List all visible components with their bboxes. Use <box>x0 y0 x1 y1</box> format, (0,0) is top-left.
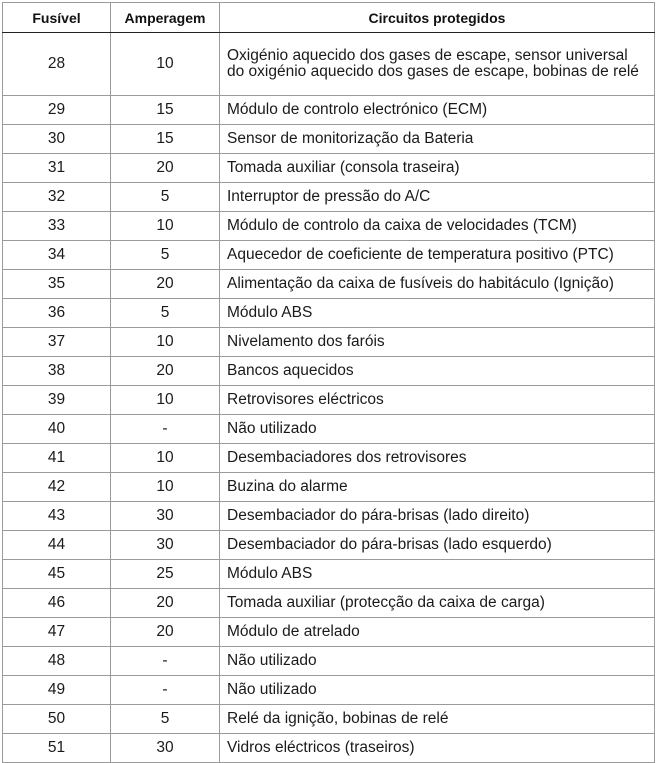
fuse-number-cell: 39 <box>3 386 111 415</box>
circuit-description-cell: Módulo ABS <box>220 299 655 328</box>
amperage-cell: 15 <box>111 96 220 125</box>
amperage-cell: 20 <box>111 589 220 618</box>
table-row <box>3 473 655 502</box>
fuse-number-cell: 40 <box>3 415 111 444</box>
circuit-description-cell: Nivelamento dos faróis <box>220 328 655 357</box>
table-header-row <box>3 3 655 33</box>
table-row <box>3 357 655 386</box>
header-fuse: Fusível <box>3 3 111 33</box>
amperage-cell: - <box>111 415 220 444</box>
fuse-number-cell: 34 <box>3 241 111 270</box>
circuit-description-cell: Tomada auxiliar (protecção da caixa de carga) <box>220 589 655 618</box>
amperage-cell: 20 <box>111 618 220 647</box>
table-row <box>3 154 655 183</box>
circuit-description-cell: Sensor de monitorização da Bateria <box>220 125 655 154</box>
circuit-description-cell: Desembaciador do pára-brisas (lado direito) <box>220 502 655 531</box>
amperage-cell: 5 <box>111 705 220 734</box>
header-amperage: Amperagem <box>111 3 220 33</box>
table-row <box>3 96 655 125</box>
table-row <box>3 270 655 299</box>
fuse-number-cell: 49 <box>3 676 111 705</box>
amperage-cell: 10 <box>111 212 220 241</box>
table-row <box>3 299 655 328</box>
table-row <box>3 444 655 473</box>
fuse-number-cell: 33 <box>3 212 111 241</box>
fuse-number-cell: 43 <box>3 502 111 531</box>
table-row <box>3 705 655 734</box>
fuse-number-cell: 37 <box>3 328 111 357</box>
table-row <box>3 647 655 676</box>
fuse-number-cell: 47 <box>3 618 111 647</box>
circuit-description-cell: Módulo de controlo da caixa de velocidades (TCM) <box>220 212 655 241</box>
table-row <box>3 183 655 212</box>
table-row <box>3 241 655 270</box>
table-row <box>3 560 655 589</box>
amperage-cell: 5 <box>111 183 220 212</box>
fuse-number-cell: 42 <box>3 473 111 502</box>
fuse-number-cell: 29 <box>3 96 111 125</box>
circuit-description-cell: Desembaciador do pára-brisas (lado esquerdo) <box>220 531 655 560</box>
circuit-description-cell: Tomada auxiliar (consola traseira) <box>220 154 655 183</box>
table-row <box>3 502 655 531</box>
circuit-description-cell: Desembaciadores dos retrovisores <box>220 444 655 473</box>
fuse-number-cell: 38 <box>3 357 111 386</box>
fuse-number-cell: 50 <box>3 705 111 734</box>
circuit-description-cell: Não utilizado <box>220 415 655 444</box>
fuse-number-cell: 32 <box>3 183 111 212</box>
table-row <box>3 734 655 763</box>
circuit-description-cell: Vidros eléctricos (traseiros) <box>220 734 655 763</box>
circuit-description-cell: Módulo de atrelado <box>220 618 655 647</box>
amperage-cell: 20 <box>111 270 220 299</box>
fuse-number-cell: 46 <box>3 589 111 618</box>
header-circuits: Circuitos protegidos <box>220 3 655 33</box>
amperage-cell: 5 <box>111 299 220 328</box>
amperage-cell: 30 <box>111 734 220 763</box>
amperage-cell: 10 <box>111 328 220 357</box>
circuit-description-cell: Módulo de controlo electrónico (ECM) <box>220 96 655 125</box>
table-row <box>3 589 655 618</box>
table-row <box>3 328 655 357</box>
circuit-description-cell: Buzina do alarme <box>220 473 655 502</box>
circuit-description-cell: Não utilizado <box>220 676 655 705</box>
fuse-number-cell: 36 <box>3 299 111 328</box>
table-row <box>3 676 655 705</box>
fuse-number-cell: 44 <box>3 531 111 560</box>
amperage-cell: 10 <box>111 444 220 473</box>
fuse-number-cell: 45 <box>3 560 111 589</box>
circuit-description-cell: Interruptor de pressão do A/C <box>220 183 655 212</box>
amperage-cell: 10 <box>111 33 220 96</box>
amperage-cell: 30 <box>111 531 220 560</box>
amperage-cell: 20 <box>111 357 220 386</box>
fuse-table <box>2 2 655 763</box>
circuit-description-cell: Módulo ABS <box>220 560 655 589</box>
fuse-number-cell: 48 <box>3 647 111 676</box>
amperage-cell: - <box>111 647 220 676</box>
amperage-cell: 10 <box>111 386 220 415</box>
fuse-number-cell: 30 <box>3 125 111 154</box>
table-row <box>3 33 655 96</box>
circuit-description-cell: Retrovisores eléctricos <box>220 386 655 415</box>
fuse-number-cell: 31 <box>3 154 111 183</box>
table-row <box>3 212 655 241</box>
circuit-description-cell: Não utilizado <box>220 647 655 676</box>
fuse-number-cell: 28 <box>3 33 111 96</box>
amperage-cell: 10 <box>111 473 220 502</box>
circuit-description-cell: Alimentação da caixa de fusíveis do habitáculo (Ignição) <box>220 270 655 299</box>
fuse-number-cell: 51 <box>3 734 111 763</box>
circuit-description-cell: Aquecedor de coeficiente de temperatura positivo (PTC) <box>220 241 655 270</box>
circuit-description-cell: Bancos aquecidos <box>220 357 655 386</box>
circuit-description-cell: Relé da ignição, bobinas de relé <box>220 705 655 734</box>
amperage-cell: 5 <box>111 241 220 270</box>
table-row <box>3 618 655 647</box>
amperage-cell: 30 <box>111 502 220 531</box>
circuit-description-cell: Oxigénio aquecido dos gases de escape, sensor universal do oxigénio aquecido dos gases de escape, bobinas de relé <box>220 33 655 96</box>
amperage-cell: 20 <box>111 154 220 183</box>
fuse-number-cell: 41 <box>3 444 111 473</box>
table-row <box>3 531 655 560</box>
table-row <box>3 415 655 444</box>
fuse-number-cell: 35 <box>3 270 111 299</box>
table-row <box>3 125 655 154</box>
amperage-cell: 25 <box>111 560 220 589</box>
amperage-cell: - <box>111 676 220 705</box>
table-row <box>3 386 655 415</box>
amperage-cell: 15 <box>111 125 220 154</box>
